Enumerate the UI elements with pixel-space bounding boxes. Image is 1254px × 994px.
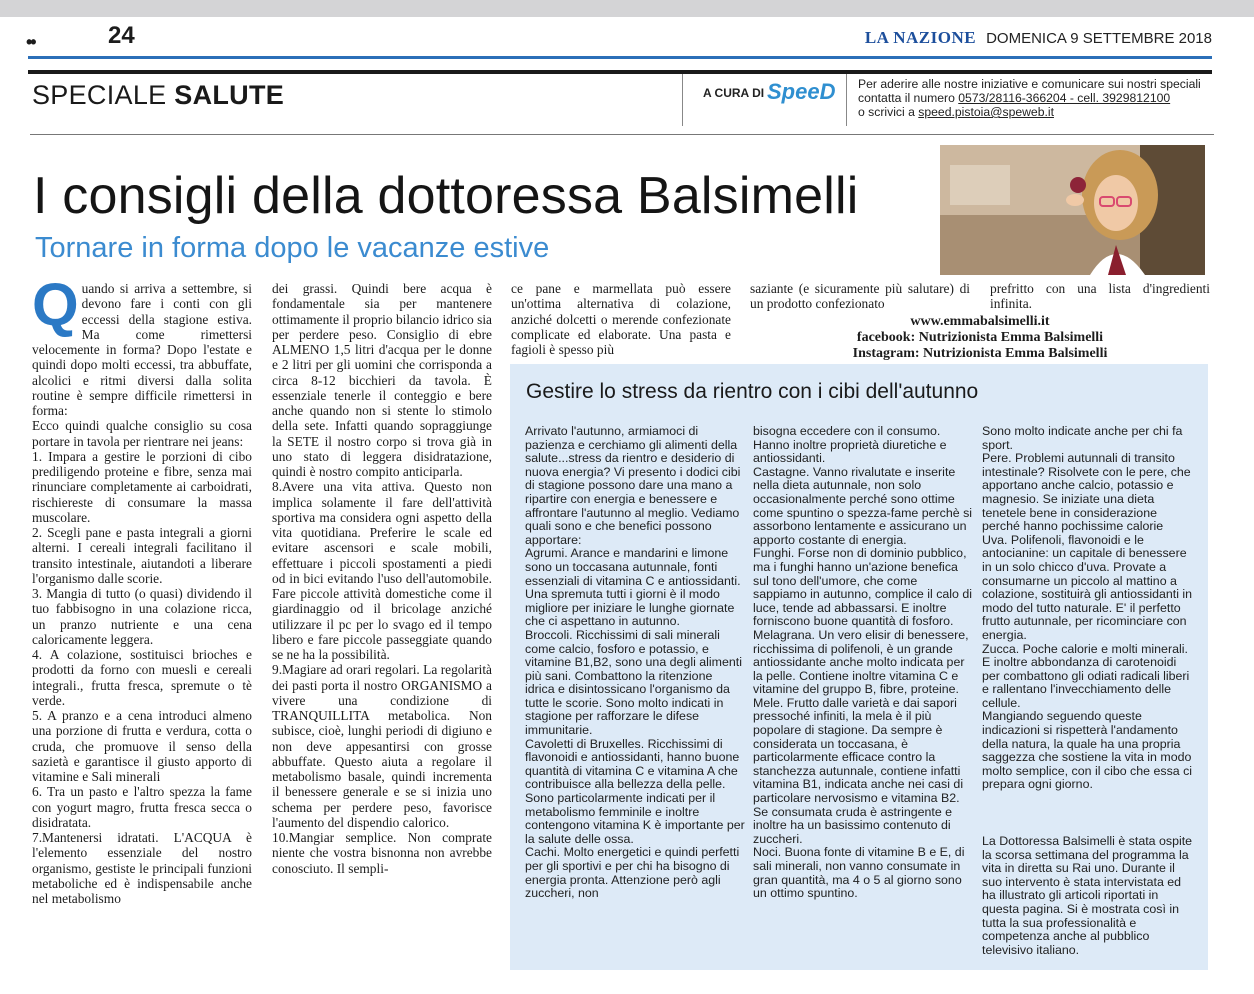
promo-line-3	[858, 105, 1208, 119]
sidebar-tv-note-text: La Dottoressa Balsimelli è stata ospite la scorsa settimana del programma la vita in diretta su Rai uno. Durante il suo intervento è stata intervistata ed ha illustrato gli articoli riportati in questa pagina. Si è mostrata così in tutta la sua professionalità e competenza anche al pubblico televisivo italiano.	[982, 834, 1193, 957]
page-number: 24	[108, 22, 135, 49]
curated-by-label: A CURA DI	[703, 86, 765, 100]
section-title-bold: SALUTE	[174, 80, 285, 110]
header-divider-right	[846, 74, 847, 126]
article-title: I consigli della dottoressa Balsimelli	[33, 167, 859, 225]
article-column-1	[32, 271, 252, 981]
promo-line-2-text: contatta il numero	[858, 91, 959, 105]
sidebar-column-1-text: Arrivato l'autunno, armiamoci di pazienza e cerchiamo gli alimenti della salute...stress da rientro e desiderio di nuova energia? Vi presento i dodici cibi di stagione possono dare una mano a ripartire con energia e benessere e affrontare l'autunno al meglio. Vediamo quali sono e che benefici possono apportare: Agrumi. Arance e mandarini e limone sono un toccasana autunnale, fonti essenziali di vitamina C e antiossidanti. Una spremuta tutti i giorni è il modo migliore per iniziare le lunghe giornate che ci aspettano in autunno. Broccoli. Ricchissimi di sali minerali come calcio, fosforo e potassio, e vitamine B1,B2, sono una degli alimenti più sani. Combattono la ritenzione idrica e disintossicano l'organismo da tutte le scorie. Sono molto indicati in stagione per rafforzare le difese immunitarie. Cavoletti di Bruxelles. Ricchissimi di flavonoidi e antiossidanti, hanno buone quantità di vitamina C e vitamina A che contribuisce alla bellezza della pelle. Sono particolarmente indicati per il metabolismo femminile e inoltre contengono vitamina K è importante per la salute delle ossa. Cachi. Molto energetici e quindi perfetti per gli sportivi e per chi ha bisogno di energia pronta. Attenzione però agli zuccheri, non	[525, 424, 745, 901]
section-title	[32, 80, 284, 111]
promo-email-link[interactable]: speed.pistoia@speweb.it	[918, 105, 1054, 119]
speed-logo-text-a: Spee	[767, 79, 820, 104]
author-instagram: Instagram: Nutrizionista Emma Balsimelli	[852, 346, 1108, 361]
header-divider-left	[682, 74, 683, 126]
header-black-rule	[28, 70, 1212, 74]
sidebar-title: Gestire lo stress da rientro con i cibi dell'autunno	[526, 380, 979, 403]
drop-cap: Q	[32, 271, 79, 338]
promo-line-2	[858, 91, 1208, 105]
article-column-2-text: dei grassi. Quindi bere acqua è fondamentale sia per mantenere ottimamente il proprio bilancio idrico sia per perdere peso. Consiglio di ebre ALMENO 1,5 litri d'acqua per le donne e 2 litri per gli uomini che corrisponda a circa 8-12 bicchieri da tavola. È essenziale tenerle il conteggio e bere anche quando non si stente lo stimolo della sete. Infatti quando sopraggiunge la SETE il nostro corpo si trova già in uno stato di leggera disidratazione, quindi è nostro compito anticiparla. 8.Avere una vita attiva. Questo non implica solamente il fare dell'attività sportiva ma considera ogni aspetto della vita quotidiana. Preferire le scale ed evitare ascensori e scale mobili, effettuare i piccoli spostamenti a piedi od in bici evitando l'uso dell'automobile. Fare piccole attività domestiche come il giardinaggio od il bricolage anziché utilizzare il pc per lo svago ed il tempo libero e fare piccole passeggiate quando se ne ha la possibilità. 9.Magiare ad orari regolari. La regolarità dei pasti porta il nostro ORGANISMO a vivere una condizione di TRANQUILLITA metabolica. Non subisce, cioè, lunghi periodi di digiuno e non deve appesantirsi con grosse abbuffate. Questo aiuta a regolare il metabolismo basale, quindi incrementa il benessere generale e se si inizia uno schema per perdere peso, favorisce l'aumento del dispendio calorico. 10.Mangiar semplice. Non comprate niente che vostra bisnonna non avrebbe conosciuto. Il sempli-	[272, 281, 492, 876]
header-bottom-rule	[30, 134, 1214, 135]
issue-date: DOMENICA 9 SETTEMBRE 2018	[986, 30, 1212, 47]
sidebar-column-2-text: bisogna eccedere con il consumo. Hanno inoltre proprietà diuretiche e antiossidanti. Castagne. Vanno rivalutate e inserite nella dieta autunnale, non solo occasionalmente perché sono ottime come spuntino o spezza-fame perchè si assorbono lentamente e assicurano un apporto costante di energia. Funghi. Forse non di dominio pubblico, ma i funghi hanno un'azione benefica sul tono dell'umore, che come sappiamo in autunno, complice il calo di luce, tende ad abbassarsi. E inoltre forniscono buone quantità di fosforo. Melagrana. Un vero elisir di benessere, ricchissima di polifenoli, è un grande antiossidante anche molto indicata per la pelle. Contiene inoltre vitamina C e vitamine del gruppo B, fibre, proteine. Mele. Frutto dalle varietà e dai sapori pressoché infiniti, la mela è il più popolare di stagione. Da sempre è considerata un toccasana, è particolarmente efficace contro la stanchezza autunnale, contiene infatti vitamina B1, indicata anche nei casi di particolare nervosismo e vitamina B2. Se consumata cruda è astringente e inoltre ha un basissimo contenuto di zuccheri. Noci. Buona fonte di vitamine B e E, di sali minerali, non vanno consumate in gran quantità, ma 4 o 5 al giorno sono un ottimo spuntino.	[753, 424, 973, 901]
sidebar-tv-note	[982, 835, 1197, 957]
section-title-light: SPECIALE	[32, 80, 167, 110]
article-column-3-text: ce pane e marmellata può essere un'ottima alternativa di colazione, anziché dolcetti o merende confezionate complicate ed elaborate. Una pasta e fagioli è spesso più	[511, 281, 731, 357]
author-photo-illustration	[940, 145, 1205, 275]
speed-logo-text-b: D	[819, 79, 836, 104]
article-column-1-text: uando si arriva a settembre, si devono fare i conti con gli eccessi della stagione estiva. Ma come rimettersi velocemente in forma? Dopo l'estate e quindi dopo molti eccessi, tra abbuffate, alcolici e ritmi diversi dalla solita routine è sempre difficile rimettersi in forma: Ecco quindi qualche consiglio su cosa portare in tavola per rientrare nei jeans: 1. Impara a gestire le porzioni di cibo prediligendo proteine e fibre, senza mai rinunciare completamente ai carboidrati, rischiereste di consumare la massa muscolare. 2. Scegli pane e pasta integrali a giorni alterni. I cereali integrali facilitano il transito intestinale, aiutandoti a liberare l'organismo dalle scorie. 3. Mangia di tutto (o quasi) dividendo il tuo fabbisogno in una colazione ricca, un pranzo nutriente e una cena caloricamente leggera. 4. A colazione, sostituisci brioches e prodotti da forno con muesli e cereali integrali., frutta fresca, spremute o tè verde. 5. A pranzo e a cena introduci almeno una porzione di frutta e verdura, cotta o cruda, che promuove il senso della sazietà e garantisce il giusto apporto di vitamine e Sali minerali 6. Tra un pasto e l'altro spezza la fame con yogurt magro, frutta fresca secca o disidratata. 7.Mantenersi idratati. L'ACQUA è l'elemento essenziale del nostro organismo, gestiste le principali funzioni metaboliche ed è indispensabile anche nel metabolismo	[32, 281, 252, 906]
promo-line-1: Per aderire alle nostre iniziative e comunicare sui nostri speciali	[858, 77, 1201, 91]
sidebar-column-3	[982, 425, 1197, 792]
promo-phone-link[interactable]: 0573/28116-366204 - cell. 3929812100	[958, 91, 1171, 105]
promo-contact-block	[858, 77, 1208, 119]
article-subtitle: Tornare in forma dopo le vacanze estive	[35, 232, 550, 264]
author-contacts	[820, 314, 1140, 362]
header-blue-rule	[28, 56, 1212, 59]
author-photo	[940, 145, 1205, 275]
sidebar-column-3-text: Sono molto indicate anche per chi fa sport. Pere. Problemi autunnali di transito intestinale? Risolvete con le pere, che apportano anche calcio, potassio e magnesio. Se iniziate una dieta tenetele bene in considerazione perché hanno pochissime calorie Uva. Polifenoli, flavonoidi e le antocianine: un capitale di benessere in un solo chicco d'uva. Provate a consumarne un piccolo al mattino a colazione, sostituirà gli antiossidanti in modo del tutto naturale. E' il perfetto frutto autunnale, per ricominciare con energia. Zucca. Poche calorie e molti minerali. E inoltre abbondanza di carotenoidi per combattono gli odiati radicali liberi e rallentano l'invecchiamento delle cellule. Mangiando seguendo queste indicazioni si rispetterà l'andamento della natura, la quale ha una propria saggezza che sostiene la vita in modo molto semplice, con il cibo che essa ci prepara ogni giorno.	[982, 424, 1193, 792]
newspaper-name: LA NAZIONE	[864, 28, 977, 47]
author-website-link[interactable]: www.emmabalsimelli.it	[910, 314, 1050, 329]
sidebar-column-2	[753, 425, 973, 901]
article-column-3	[511, 281, 731, 357]
promo-line-3-text: o scrivici a	[858, 105, 919, 119]
article-column-2	[272, 281, 492, 981]
masthead	[865, 28, 1212, 48]
sidebar-column-1	[525, 425, 745, 901]
article-column-5	[990, 281, 1210, 312]
article-column-5-text: prefritto con una lista d'ingredienti infinita.	[990, 281, 1210, 312]
article-column-4	[750, 281, 970, 312]
article-column-4-text: saziante (e sicuramente più salutare) di un prodotto confezionato	[750, 281, 970, 312]
author-facebook: facebook: Nutrizionista Emma Balsimelli	[856, 330, 1104, 345]
top-gray-bar	[0, 0, 1254, 17]
speed-logo	[767, 79, 835, 105]
folio-marks: ••	[26, 32, 35, 52]
